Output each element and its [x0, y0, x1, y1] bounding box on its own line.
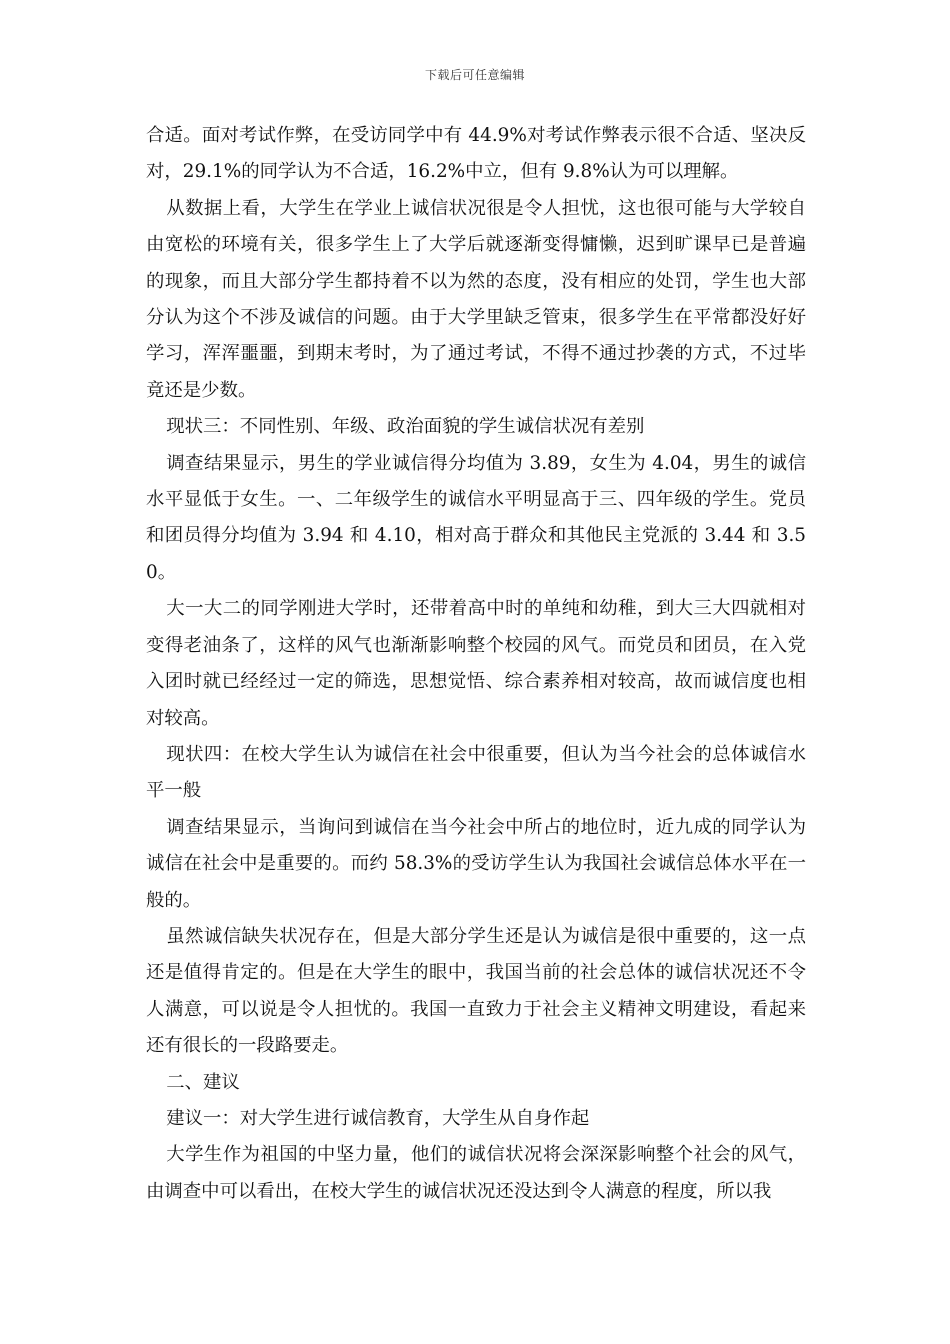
section-heading-suggestion-1: 建议一：对大学生进行诚信教育，大学生从自身作起	[166, 1107, 590, 1129]
page-header: 下载后可任意编辑	[424, 68, 525, 82]
document-body	[146, 118, 806, 1210]
paragraph-8: 虽然诚信缺失状况存在，但是大部分学生还是认为诚信是很中重要的，这一点还是值得肯定的。但是在大学生的眼中，我国当前的社会总体的诚信状况还不令人满意，可以说是令人担忧的。我国一直致力于社会主义精神文明建设，看起来还有很长的一段路要走。	[146, 925, 806, 1057]
paragraph-11: 大学生作为祖国的中坚力量，他们的诚信状况将会深深影响整个社会的风气，由调查中可以看出，在校大学生的诚信状况还没达到令人满意的程度，所以我	[146, 1144, 806, 1202]
section-heading-suggestions: 二、建议	[166, 1071, 240, 1093]
section-heading-status-4: 现状四：在校大学生认为诚信在社会中很重要，但认为当今社会的总体诚信水平一般	[146, 743, 806, 802]
paragraph-4: 调查结果显示，男生的学业诚信得分均值为 3.89，女生为 4.04，男生的诚信水平显低于女生。一、二年级学生的诚信水平明显高于三、四年级的学生。党员和团员得分均值为 3.94 和 4.10，相对高于群众和其他民主党派的 3.44 和 3.50。	[146, 452, 806, 583]
paragraph-5: 大一大二的同学刚进大学时，还带着高中时的单纯和幼稚，到大三大四就相对变得老油条了，这样的风气也渐渐影响整个校园的风气。而党员和团员，在入党入团时就已经经过一定的筛选，思想觉悟、综合素养相对较高，故而诚信度也相对较高。	[146, 598, 806, 729]
paragraph-2: 从数据上看，大学生在学业上诚信状况很是令人担忧，这也很可能与大学较自由宽松的环境有关，很多学生上了大学后就逐渐变得慵懒，迟到旷课早已是普遍的现象，而且大部分学生都持着不以为然的态度，没有相应的处罚，学生也大部分认为这个不涉及诚信的问题。由于大学里缺乏管束，很多学生在平常都没好好学习，浑浑噩噩，到期末考时，为了通过考试，不得不通过抄袭的方式，不过毕竟还是少数。	[146, 197, 806, 401]
paragraph-7: 调查结果显示，当询问到诚信在当今社会中所占的地位时，近九成的同学认为诚信在社会中是重要的。而约 58.3%的受访学生认为我国社会诚信总体水平在一般的。	[146, 816, 806, 911]
section-heading-status-3: 现状三：不同性别、年级、政治面貌的学生诚信状况有差别	[166, 416, 645, 438]
paragraph-1: 合适。面对考试作弊，在受访同学中有 44.9%对考试作弊表示很不合适、坚决反对，29.1%的同学认为不合适，16.2%中立，但有 9.8%认为可以理解。	[146, 125, 806, 183]
